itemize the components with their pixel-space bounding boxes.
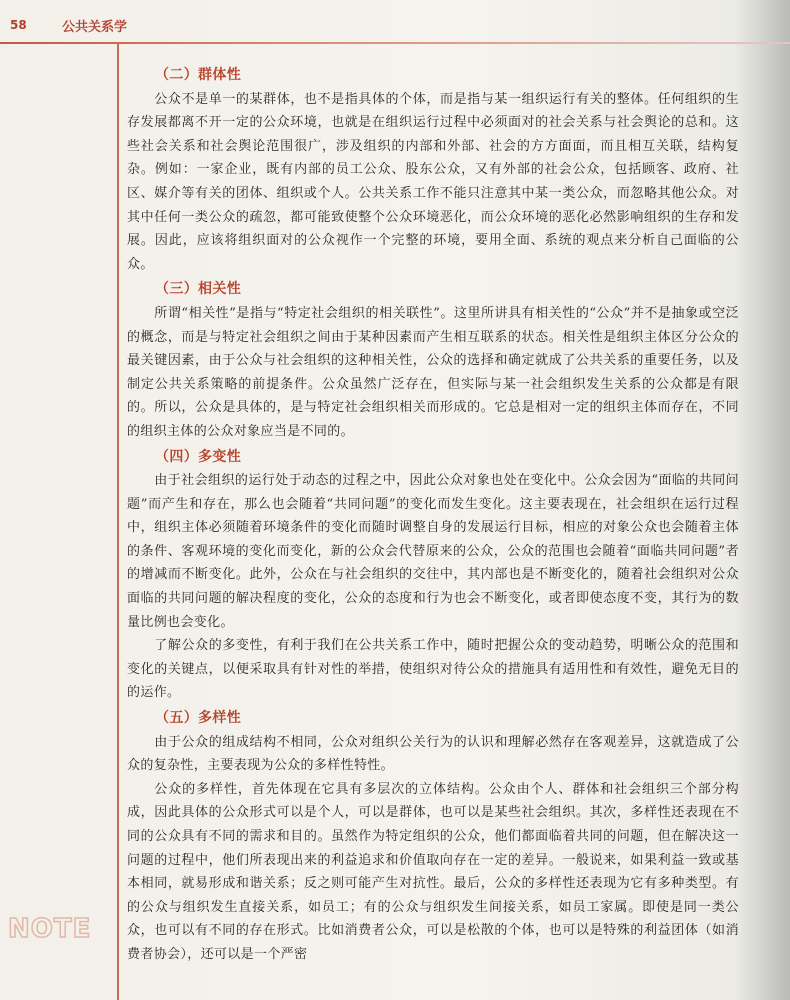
section-heading-group: （二）群体性 xyxy=(155,67,242,83)
body-text xyxy=(127,62,739,967)
page-number: 58 xyxy=(10,18,27,32)
paragraph: 所谓“相关性”是指与“特定社会组织的相关联性”。这里所讲具有相关性的“公众”并不是抽象或空泛的概念，而是与特定社会组织之间由于某种因素而产生相互联系的状态。相关性是组织主体区分公众的最关键因素，由于公众与社会组织的这种相关性，公众的选择和确定就成了公共关系的重要任务，以及制定公共关系策略的前提条件。公众虽然广泛存在，但实际与某一社会组织发生关系的公众都是有限的。所以，公众是具体的，是与特定社会组织相关而形成的。它总是相对一定的组织主体而存在，不同的组织主体的公众对象应当是不同的。 xyxy=(127,305,739,439)
paragraph: 了解公众的多变性，有利于我们在公共关系工作中，随时把握公众的变动趋势，明晰公众的范围和变化的关键点，以便采取具有针对性的举措，使组织对待公众的措施具有适用性和有效性，避免无目的的运作。 xyxy=(127,638,739,701)
paragraph: 由于社会组织的运行处于动态的过程之中，因此公众对象也处在变化中。公众会因为“面临的共同问题”而产生和存在，那么也会随着“共同问题”的变化而发生变化。这主要表现在，社会组织在运行过程中，组织主体必须随着环境条件的变化而随时调整自身的发展运行目标，相应的对象公众也会随着主体的条件、客观环境的变化而变化，新的公众会代替原来的公众，公众的范围也会随着“面临共同问题”者的增减而不断变化。此外，公众在与社会组织的交往中，其内部也是不断变化的，随着社会组织对公众面临的共同问题的解决程度的变化，公众的态度和行为也会不断变化，或者即使态度不变，其行为的数量比例也会变化。 xyxy=(127,473,739,630)
book-title: 公共关系学 xyxy=(62,20,128,35)
section-heading-variability: （四）多变性 xyxy=(155,448,242,465)
margin-rule xyxy=(117,44,119,1000)
note-label: NOTE xyxy=(8,914,92,944)
paragraph: 公众的多样性，首先体现在它具有多层次的立体结构。公众由个人、群体和社会组织三个部分构成，因此具体的公众形式可以是个人，可以是群体，也可以是某些社会组织。其次，多样性还表现在不同的公众具有不同的需求和目的。虽然作为特定组织的公众，他们都面临着共同的问题，但在解决这一问题的过程中，他们所表现出来的利益追求和价值取向存在一定的差异。一般说来，如果利益一致或基本相同，就易形成和谐关系；反之则可能产生对抗性。最后，公众的多样性还表现为它有多种类型。有的公众与组织发生直接关系，如员工；有的公众与组织发生间接关系，如员工家属。即使是同一类公众，也可以有不同的存在形式。比如消费者公众，可以是松散的个体，也可以是特殊的利益团体（如消费者协会），还可以是一个严密 xyxy=(127,781,739,962)
section-heading-diversity: （五）多样性 xyxy=(155,710,242,727)
section-heading-relevance: （三）相关性 xyxy=(155,281,242,298)
running-header xyxy=(0,12,790,42)
paragraph: 由于公众的组成结构不相同，公众对组织公关行为的认识和理解必然存在客观差异，这就造成了公众的复杂性，主要表现为公众的多样性特性。 xyxy=(127,734,739,774)
paragraph: 公众不是单一的某群体，也不是指具体的个体，而是指与某一组织运行有关的整体。任何组织的生存发展都离不开一定的公众环境，也就是在组织运行过程中必须面对的社会关系与社会舆论的总和。这些社会关系和社会舆论范围很广，涉及组织的内部和外部、社会的方方面面，而且相互关联，结构复杂。例如：一家企业，既有内部的员工公众、股东公众，又有外部的社会公众，包括顾客、政府、社区、媒介等有关的团体、组织或个人。公共关系工作不能只注意其中某一类公众，而忽略其他公众。对其中任何一类公众的疏忽，都可能致使整个公众环境恶化，而公众环境的恶化必然影响组织的生存和发展。因此，应该将组织面对的公众视作一个完整的环境，要用全面、系统的观点来分析自己面临的公众。 xyxy=(127,91,739,272)
